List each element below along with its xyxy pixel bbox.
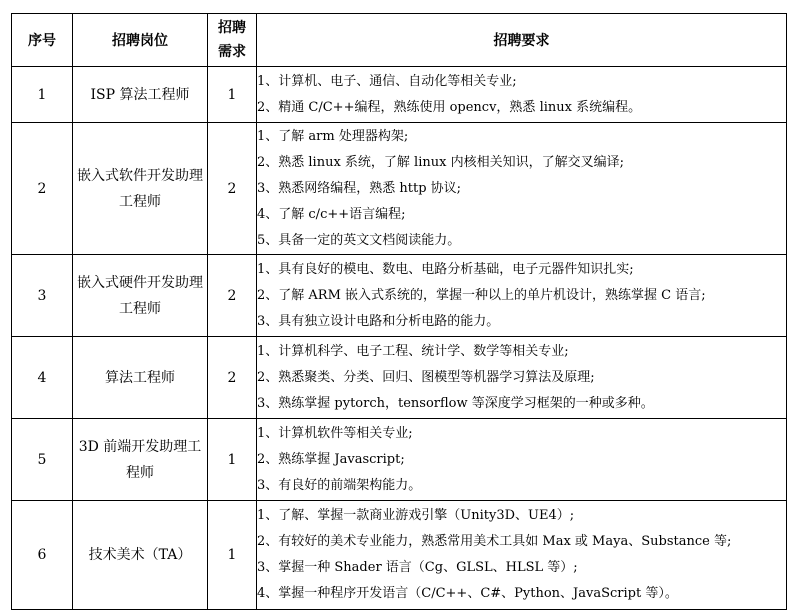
row-count: 2 [208,123,257,255]
requirement-item: 2、了解 ARM 嵌入式系统的，掌握一种以上的单片机设计，熟练掌握 C 语言; [257,287,706,303]
row-position: 嵌入式硬件开发助理工程师 [73,255,208,337]
row-requirements [257,255,787,337]
requirement-item: 4、了解 c/c++语言编程; [257,206,406,222]
header-requirements: 招聘要求 [257,14,787,67]
row-requirements [257,67,787,123]
requirement-item: 1、计算机软件等相关专业; [257,425,413,441]
row-no: 3 [12,255,73,337]
row-requirements [257,419,787,501]
row-count: 2 [208,337,257,419]
row-no: 6 [12,501,73,610]
header-no: 序号 [12,14,73,67]
requirement-item: 2、熟悉 linux 系统，了解 linux 内核相关知识，了解交叉编译; [257,154,624,170]
requirement-item: 1、计算机科学、电子工程、统计学、数学等相关专业; [257,343,569,359]
header-count-line2: 需求 [218,44,246,60]
requirement-item: 5、具备一定的英文文档阅读能力。 [257,232,461,248]
row-position: 嵌入式软件开发助理工程师 [73,123,208,255]
requirement-item: 1、计算机、电子、通信、自动化等相关专业; [257,73,517,89]
table-row [12,337,787,419]
requirement-item: 3、掌握一种 Shader 语言（Cg、GLSL、HLSL 等）; [257,560,578,575]
table-row [12,419,787,501]
row-requirements [257,501,787,610]
requirement-item: 1、了解、掌握一款商业游戏引擎（Unity3D、UE4）; [257,508,575,523]
recruitment-table [11,13,787,610]
table-row [12,501,787,610]
requirement-item: 4、掌握一种程序开发语言（C/C++、C#、Python、JavaScript 等）。 [257,586,678,601]
row-position: ISP 算法工程师 [73,67,208,123]
header-count-line1: 招聘 [218,20,246,36]
row-count: 1 [208,419,257,501]
table-row [12,255,787,337]
row-count: 1 [208,501,257,610]
table-row [12,67,787,123]
row-count: 2 [208,255,257,337]
requirement-item: 2、熟练掌握 Javascript; [257,451,405,467]
requirement-item: 3、熟练掌握 pytorch，tensorflow 等深度学习框架的一种或多种。 [257,395,654,411]
row-no: 1 [12,67,73,123]
row-requirements [257,337,787,419]
header-count [208,14,257,67]
row-position: 算法工程师 [73,337,208,419]
row-count: 1 [208,67,257,123]
row-no: 2 [12,123,73,255]
row-position: 技术美术（TA） [73,501,208,610]
row-no: 4 [12,337,73,419]
requirement-item: 3、有良好的前端架构能力。 [257,477,422,493]
table-row [12,123,787,255]
requirement-item: 1、具有良好的模电、数电、电路分析基础，电子元器件知识扎实; [257,261,634,277]
requirement-item: 2、有较好的美术专业能力，熟悉常用美术工具如 Max 或 Maya、Substance 等; [257,534,732,549]
requirement-item: 3、具有独立设计电路和分析电路的能力。 [257,313,500,329]
header-row [12,14,787,67]
row-position: 3D 前端开发助理工程师 [73,419,208,501]
requirement-item: 2、熟悉聚类、分类、回归、图模型等机器学习算法及原理; [257,369,595,385]
header-position: 招聘岗位 [73,14,208,67]
row-requirements [257,123,787,255]
requirement-item: 2、精通 C/C++编程，熟练使用 opencv，熟悉 linux 系统编程。 [257,99,642,115]
requirement-item: 3、熟悉网络编程，熟悉 http 协议; [257,180,462,196]
requirement-item: 1、了解 arm 处理器构架; [257,128,409,144]
row-no: 5 [12,419,73,501]
